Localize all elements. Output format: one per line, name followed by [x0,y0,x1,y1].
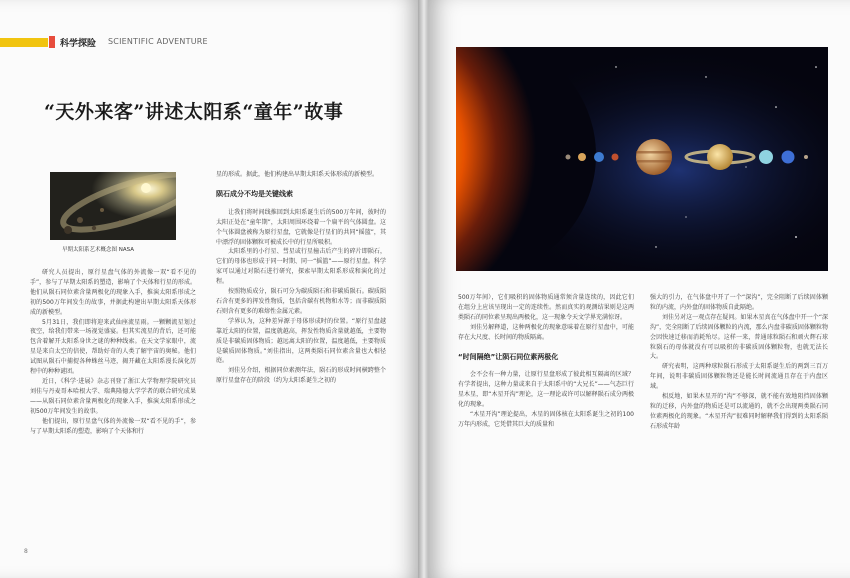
figure-caption: 早期太阳系艺术概念图 NASA [62,247,134,253]
earth-icon [594,152,604,162]
article-figure [50,172,176,240]
uranus-icon [759,150,773,164]
jupiter-icon [636,139,672,175]
right-page [428,0,850,578]
paragraph: 他们提出，原行星盘气体的外流像一双“看不见的手”，参与了早期太阳系的塑造，影响了个天体和行 [30,417,196,435]
header-color-bar [0,38,48,47]
solar-system-planets-illustration [456,47,828,271]
early-solar-system-illustration [50,172,176,240]
right-column-1 [458,293,634,430]
section-title-cn: 科学探险 [60,39,97,49]
paragraph: 让我们将时间线推回到太阳系诞生后的500万年间，彼时的太阳正处在“童年期”，太阳周围环绕着一个扁平的气体圆盘。这个气体圆盘被称为原行星盘，它就像是行星们的共同“摇篮”，其中漂浮的固体颗粒可被成长中的行星所吸积。 [216,208,386,246]
page-number: 8 [24,548,28,555]
paragraph: 强大的引力，在气体盘中开了一个“深沟”，完全阻断了后续固体颗粒的内流，内外盘的固体物质自此隔绝。 [650,294,828,311]
right-column-2 [650,293,828,432]
neptune-icon [782,151,795,164]
pluto-icon [804,155,808,159]
paragraph: 近日，《科学·进展》杂志刊登了浙江大学物理学院研究员刘佳与丹麦哥本哈根大学、瑞典隆德大学学者的联合研究成果——从陨石同位素含量两极化的现象入手，推演太阳系形成之初500万年间发生的故事。 [30,377,196,415]
section-title-en: SCIENTIFIC ADVENTURE [108,37,208,46]
solar-system-image [456,47,828,271]
paragraph: 研究人员提出，原行星盘气体的外流像一双“看不见的手”，参与了早期太阳系的塑造，影响了个天体和行星的形成。他们从陨石同位素含量两极化的现象入手，推演太阳系形成之初的500万年间发生的故事，并据此构建出早期太阳系天体形成的新模型。 [30,269,196,316]
paragraph: 太阳系里的小行星、彗星或行星撞击后产生的碎片即陨石，它们的母体也形成于同一时期、同一“摇篮”——原行星盘。科学家可以通过对陨石进行研究，探索早期太阳系形成和演化的过程。 [216,248,386,286]
paragraph: 相反地，如果木星开的“沟”不够深，就不能有效地阻挡固体颗粒的迁移，内外盘的物质还是可以流通的，就不会出现两类陨石同位素两极化的现象。“木星开沟”很难同时解释我们得到的太阳系陨石形成年龄 [650,393,828,430]
paragraph: 研究表明，这两种球粒陨石形成于太阳系诞生后的两到三百万年间，说明非碳质固体颗粒物还是能长时间流通且存在于内盘区域。 [650,363,828,391]
mercury-icon [566,155,571,160]
paragraph: 刘佳另解释道，这种两极化的现象意味着在原行星盘中，可能存在大尺度、长时间的物质隔离。 [458,323,634,341]
section-heading: “时间隔绝”让陨石同位素两极化 [458,352,559,361]
paragraph: 500万年间），它们吸积的固体物质通常须含量连续的，因此它们在组分上应该呈现出一定的连续性。然而真实的观测结果则是这两类陨石的同位素呈现出两极化，这一现象令天文学界充满惊讶。 [458,294,634,321]
saturn-icon [707,144,733,170]
paragraph: 刘佳另对这一观点存在疑问。如果木星真在气体盘中开一个“深沟”，完全阻断了后续固体颗粒的内流，那么内盘非碳质固体颗粒物会因快速迁移而消耗殆尽。这样一来，普通球粒陨石和顽火辉石球粒陨石的母体就没有可以吸积的非碳质固体颗粒物，也就无法长大。 [650,313,828,361]
mars-icon [612,154,619,161]
section-heading: 陨石成分不均是关键线索 [216,189,293,198]
left-column-2 [216,170,386,386]
left-column-1 [30,268,196,436]
paragraph: “木星开沟”理论提出，木星的固体核在太阳系诞生之初的100万年内形成，它凭借其巨大的质量和 [458,411,634,428]
article-title: “天外来客”讲述太阳系“童年”故事 [44,101,344,123]
paragraph: 刘佳另介绍，根据同位素测年法，陨石的形成时间横跨整个原行星盘存在的阶段（约为太阳系诞生之初的 [216,367,386,385]
paragraph: 按照物质成分，陨石可分为碳质陨石和非碳质陨石。碳质陨石含有更多的挥发性物质，包括含碳有机物和水等；而非碳质陨石则含有更多的难熔性金属元素。 [216,288,386,315]
paragraph: 会不会有一种力量，让原行星盘形成了彼此相互隔离的区域？有学者提出，这种力量或来自于太阳系中的“大兄长”——气态巨行星木星，即“木星开沟”理论，这一理论或许可以解释陨石成分两极化的现象。 [458,371,634,409]
left-page [0,0,420,578]
paragraph: 星的形成。据此，他们构建出早期太阳系天体形成的新模型。 [216,171,379,178]
paragraph: 学界认为，这种差异源于母体形成时的位置。“原行星盘越靠近太阳的位置，温度就越高，挥发性物质含量就越低，主要物质是非碳质固体物质；越远离太阳的位置，温度越低，主要物质是碳质固体物质。”刘佳指出，这两类陨石同位素含量也大相径庭。 [216,317,386,365]
header-accent-mark [49,36,55,48]
venus-icon [578,153,586,161]
paragraph: 5月31日，我们即将迎来武仙座流星雨。一颗颗流星划过夜空，给我们带来一场视觉盛宴。但其实流星的背后，还可能包含着解开太阳系身世之谜的种种线索。在天文学家眼中，流星是来自太空的信使，帮助好奇的人类了解宇宙的奥秘。他们试图从陨石中捕捉各种蛛丝马迹，揭开藏在太阳系漫长演化历程中的种种谜团。 [30,318,196,376]
